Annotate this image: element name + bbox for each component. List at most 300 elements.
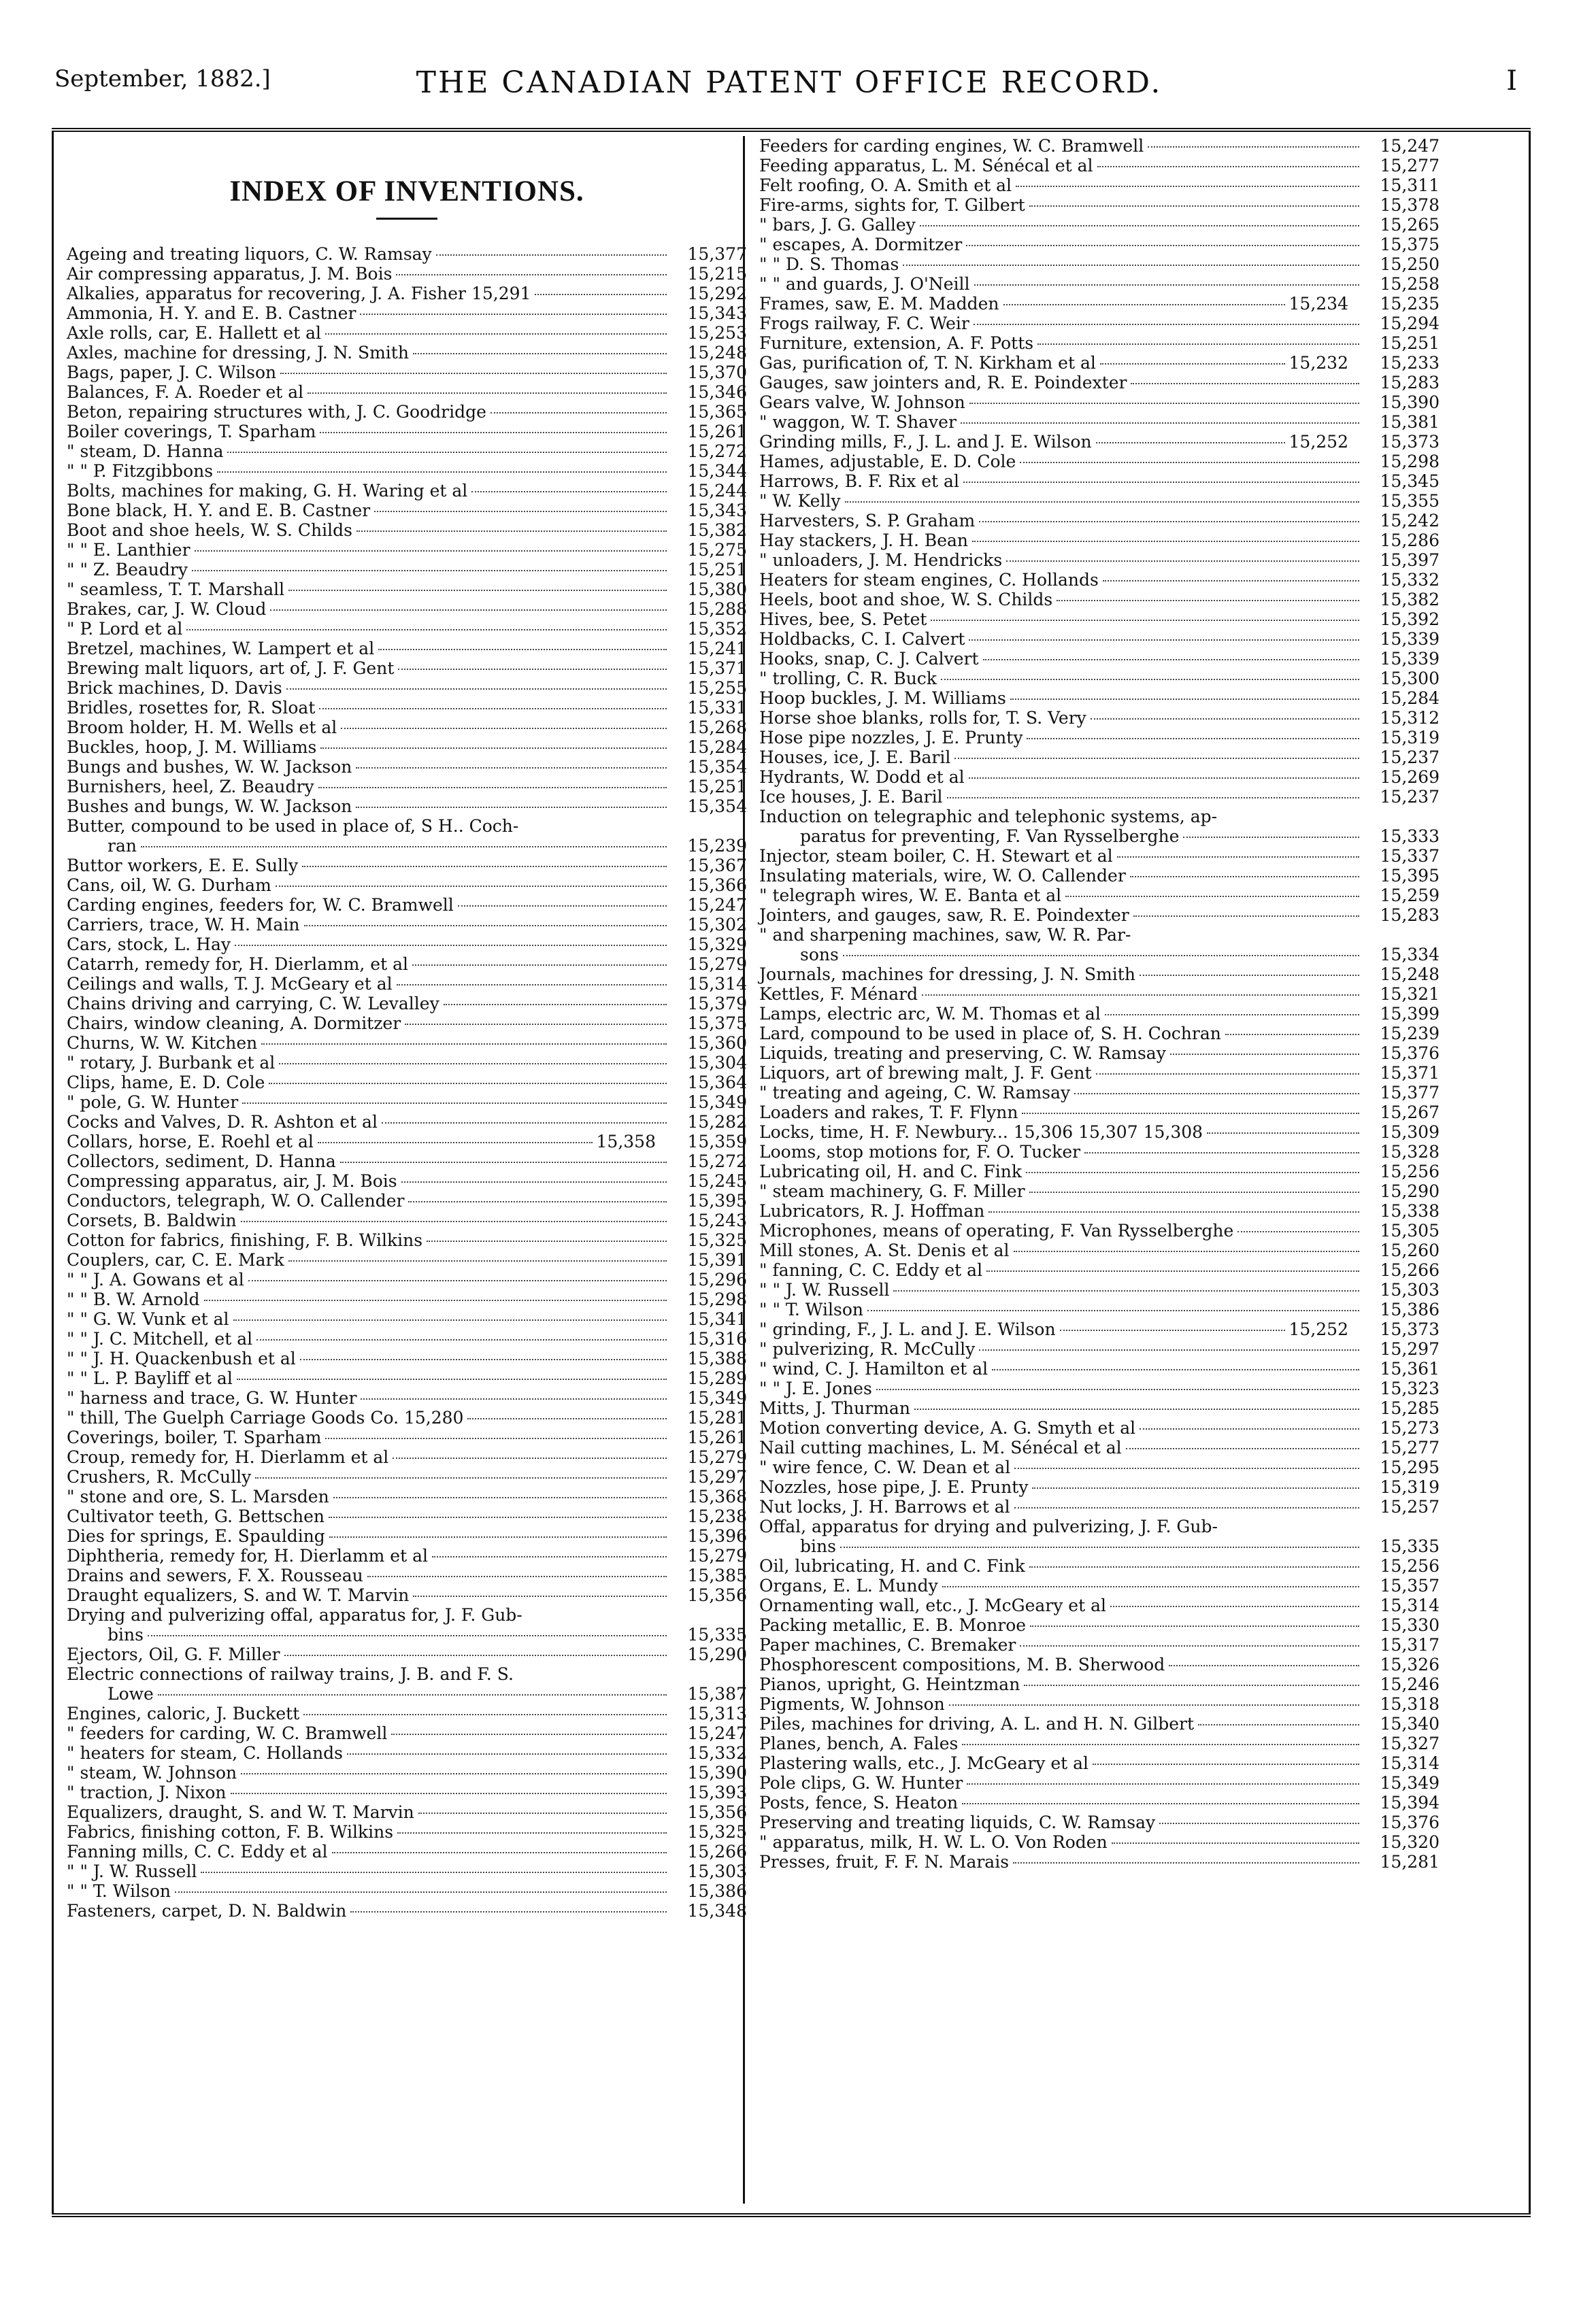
index-entry <box>759 1241 1440 1260</box>
entry-text: Planes, bench, A. Fales <box>759 1734 959 1753</box>
index-entry <box>67 1605 747 1625</box>
entry-text: Gas, purification of, T. N. Kirkham et al <box>759 353 1096 373</box>
entry-text: Alkalies, apparatus for recovering, J. A. Fisher 15,291 <box>67 284 531 303</box>
index-entry <box>67 1625 747 1645</box>
entry-text: " apparatus, milk, H. W. L. O. Von Roden <box>759 1832 1108 1852</box>
index-entry <box>67 1585 747 1605</box>
entry-text: " " T. Wilson <box>759 1300 864 1319</box>
patent-number: 15,335 <box>687 1625 747 1645</box>
patent-number: 15,344 <box>687 461 747 481</box>
dot-leader <box>432 1556 667 1557</box>
entry-text: Axle rolls, car, E. Hallett et al <box>67 323 321 343</box>
dot-leader <box>491 412 667 414</box>
patent-number: 15,279 <box>687 1546 747 1566</box>
patent-number: 15,261 <box>687 1428 747 1447</box>
dot-leader <box>261 1043 667 1045</box>
dot-leader <box>329 1536 667 1538</box>
entry-text: " " T. Wilson <box>67 1881 171 1901</box>
index-entry <box>759 412 1440 432</box>
entry-text: Bungs and bushes, W. W. Jackson <box>67 757 352 777</box>
dot-leader <box>949 1704 1359 1706</box>
index-entry <box>759 215 1440 235</box>
dot-leader <box>1029 205 1359 207</box>
dot-leader <box>988 1211 1359 1213</box>
index-entry <box>67 718 747 737</box>
entry-text: " " Z. Beaudry <box>67 560 188 579</box>
entry-text: Injector, steam boiler, C. H. Stewart et al <box>759 846 1113 866</box>
patent-number: 15,349 <box>1380 1773 1440 1793</box>
index-entry <box>759 1615 1440 1635</box>
index-entry <box>67 244 747 264</box>
index-entry <box>759 432 1440 452</box>
entry-text: " steam, W. Johnson <box>67 1763 237 1783</box>
index-entry <box>759 1201 1440 1221</box>
entry-text: Mill stones, A. St. Denis et al <box>759 1241 1010 1260</box>
dot-leader <box>969 403 1359 404</box>
patent-number: 15,361 <box>1380 1359 1440 1379</box>
index-entry <box>67 1743 747 1763</box>
dot-leader <box>192 570 667 571</box>
patent-number: 15,341 <box>687 1309 747 1329</box>
dot-leader <box>217 471 667 473</box>
entry-text: Couplers, car, C. E. Mark <box>67 1250 284 1270</box>
entry-text: " grinding, F., J. L. and J. E. Wilson <box>759 1319 1056 1339</box>
entry-text: " treating and ageing, C. W. Ramsay <box>759 1083 1071 1102</box>
dot-leader <box>284 1655 667 1656</box>
patent-number: 15,256 <box>1380 1162 1440 1181</box>
entry-text: Hay stackers, J. H. Bean <box>759 531 969 550</box>
dot-leader <box>378 649 667 650</box>
patent-number: 15,297 <box>687 1467 747 1487</box>
dot-leader <box>356 531 667 532</box>
patent-number: 15,300 <box>1380 669 1440 688</box>
dot-leader <box>175 1891 667 1893</box>
index-entry <box>759 195 1440 215</box>
patent-number: 15,382 <box>687 520 747 540</box>
patent-number: 15,251 <box>687 560 747 579</box>
index-entry <box>759 1773 1440 1793</box>
patent-number: 15,250 <box>1380 254 1440 274</box>
entry-text: " " E. Lanthier <box>67 540 190 560</box>
entry-text: Pianos, upright, G. Heintzman <box>759 1674 1020 1694</box>
entry-text: Lowe <box>107 1684 154 1704</box>
patent-number: 15,283 <box>1380 905 1440 925</box>
patent-number: 15,237 <box>1380 747 1440 767</box>
index-entry <box>67 560 747 579</box>
publication-title: THE CANADIAN PATENT OFFICE RECORD. <box>416 65 1163 100</box>
entry-text: Carriers, trace, W. H. Main <box>67 915 300 934</box>
index-entry <box>759 1300 1440 1319</box>
patent-number: 15,339 <box>1380 649 1440 669</box>
patent-number: 15,292 <box>687 284 747 303</box>
patent-number: 15,326 <box>1380 1655 1440 1674</box>
patent-number: 15,393 <box>687 1783 747 1802</box>
patent-number: 15,371 <box>1380 1063 1440 1083</box>
dot-leader <box>341 728 667 729</box>
patent-number: 15,320 <box>1380 1832 1440 1852</box>
dot-leader <box>367 1576 667 1577</box>
patent-number: 15,338 <box>1380 1201 1440 1221</box>
index-entry <box>759 846 1440 866</box>
entry-extra-number: 15,252 <box>1289 432 1348 452</box>
patent-number: 15,272 <box>687 441 747 461</box>
patent-number: 15,332 <box>687 1743 747 1763</box>
page-header <box>54 65 1524 106</box>
index-entry <box>759 1458 1440 1477</box>
index-entry <box>759 925 1440 945</box>
index-entry <box>759 1576 1440 1596</box>
patent-number: 15,323 <box>1380 1379 1440 1398</box>
dot-leader <box>1014 1251 1360 1252</box>
patent-number: 15,328 <box>1380 1142 1440 1162</box>
index-entry <box>67 284 747 303</box>
patent-number: 15,261 <box>687 422 747 441</box>
dot-leader <box>914 1409 1359 1410</box>
dot-leader <box>280 373 667 374</box>
entry-text: Furniture, extension, A. F. Potts <box>759 333 1034 353</box>
patent-number: 15,354 <box>687 757 747 777</box>
index-entry <box>759 531 1440 550</box>
index-entry <box>67 1408 747 1428</box>
dot-leader <box>1016 186 1359 187</box>
entry-text: Broom holder, H. M. Wells et al <box>67 718 337 737</box>
index-entry <box>759 373 1440 392</box>
index-entry <box>67 1546 747 1566</box>
index-entry <box>759 1004 1440 1024</box>
index-entry <box>759 511 1440 531</box>
index-entry <box>759 274 1440 294</box>
entry-text: Compressing apparatus, air, J. M. Bois <box>67 1171 397 1191</box>
patent-number: 15,321 <box>1380 984 1440 1004</box>
dot-leader <box>320 432 667 433</box>
entry-text: Drying and pulverizing offal, apparatus for, J. F. Gub- <box>67 1605 522 1625</box>
patent-number: 15,373 <box>1380 432 1440 452</box>
entry-text: " stone and ore, S. L. Marsden <box>67 1487 329 1506</box>
patent-number: 15,272 <box>687 1151 747 1171</box>
entry-text: Oil, lubricating, H. and C. Fink <box>759 1556 1025 1576</box>
entry-text: Harrows, B. F. Rix et al <box>759 471 959 491</box>
patent-number: 15,256 <box>1380 1556 1440 1576</box>
dot-leader <box>1096 1073 1359 1075</box>
dot-leader <box>1225 1034 1359 1035</box>
entry-text: Houses, ice, J. E. Baril <box>759 747 951 767</box>
entry-text: Paper machines, C. Bremaker <box>759 1635 1016 1655</box>
index-entry <box>67 639 747 658</box>
entry-text: " unloaders, J. M. Hendricks <box>759 550 1003 570</box>
dot-leader <box>1032 1487 1359 1489</box>
patent-number: 15,266 <box>687 1842 747 1862</box>
patent-number: 15,305 <box>1380 1221 1440 1241</box>
patent-number: 15,334 <box>1380 945 1440 964</box>
patent-number: 15,242 <box>1380 511 1440 531</box>
dot-leader <box>279 1063 667 1064</box>
patent-number: 15,248 <box>1380 964 1440 984</box>
dot-leader <box>947 797 1359 798</box>
index-entry <box>759 550 1440 570</box>
patent-number: 15,357 <box>1380 1576 1440 1596</box>
entry-text: Microphones, means of operating, F. Van Rysselberghe <box>759 1221 1234 1241</box>
index-entry <box>759 669 1440 688</box>
index-entry <box>759 294 1440 314</box>
index-entry <box>67 934 747 954</box>
dot-leader <box>1170 1054 1359 1055</box>
entry-text: Pole clips, G. W. Hunter <box>759 1773 963 1793</box>
patent-number: 15,296 <box>687 1270 747 1290</box>
patent-number: 15,325 <box>687 1230 747 1250</box>
patent-number: 15,399 <box>1380 1004 1440 1024</box>
patent-number: 15,277 <box>1380 156 1440 175</box>
entry-text: Electric connections of railway trains, J. B. and F. S. <box>67 1664 514 1684</box>
patent-number: 15,259 <box>1380 886 1440 905</box>
dot-leader <box>1159 1823 1359 1824</box>
entry-extra-number: 15,232 <box>1289 353 1348 373</box>
index-entry <box>759 1694 1440 1714</box>
entry-text: " steam, D. Hanna <box>67 441 224 461</box>
entry-text: Felt roofing, O. A. Smith et al <box>759 175 1012 195</box>
patent-number: 15,245 <box>687 1171 747 1191</box>
dot-leader <box>320 747 667 749</box>
entry-text: Posts, fence, S. Heaton <box>759 1793 959 1813</box>
index-entry <box>67 599 747 619</box>
entry-text: " " and guards, J. O'Neill <box>759 274 970 294</box>
dot-leader <box>148 1635 667 1636</box>
patent-number: 15,273 <box>1380 1418 1440 1438</box>
patent-number: 15,304 <box>687 1053 747 1073</box>
entry-text: Induction on telegraphic and telephonic systems, ap- <box>759 807 1218 826</box>
patent-number: 15,317 <box>1380 1635 1440 1655</box>
patent-number: 15,395 <box>1380 866 1440 886</box>
index-entry <box>67 954 747 974</box>
entry-text: Nut locks, J. H. Barrows et al <box>759 1497 1010 1517</box>
index-entry <box>759 1556 1440 1576</box>
left-column <box>67 136 747 1921</box>
index-entry <box>759 826 1440 846</box>
index-entry <box>759 1181 1440 1201</box>
entry-text: Piles, machines for driving, A. L. and H. N. Gilbert <box>759 1714 1195 1734</box>
dot-leader <box>867 1310 1359 1311</box>
patent-number: 15,314 <box>1380 1753 1440 1773</box>
entry-text: Bone black, H. Y. and E. B. Castner <box>67 501 371 520</box>
patent-number: 15,248 <box>687 343 747 363</box>
entry-text: paratus for preventing, F. Van Rysselberghe <box>800 826 1180 846</box>
entry-text: Catarrh, remedy for, H. Dierlamm, et al <box>67 954 408 974</box>
index-entry <box>67 777 747 796</box>
patent-number: 15,251 <box>1380 333 1440 353</box>
index-entry <box>759 175 1440 195</box>
patent-number: 15,235 <box>1380 294 1440 314</box>
index-entry <box>759 1122 1440 1142</box>
dot-leader <box>963 482 1359 483</box>
dot-leader <box>186 629 667 630</box>
dot-leader <box>961 422 1359 424</box>
index-entry <box>759 787 1440 807</box>
entry-text: Insulating materials, wire, W. O. Callender <box>759 866 1126 886</box>
index-entry <box>67 698 747 718</box>
index-entry <box>67 303 747 323</box>
patent-number: 15,269 <box>1380 767 1440 787</box>
patent-number: 15,381 <box>1380 412 1440 432</box>
dot-leader <box>1183 837 1359 838</box>
dot-leader <box>1084 1152 1359 1153</box>
index-entry <box>759 1260 1440 1280</box>
dot-leader <box>1014 1468 1359 1469</box>
patent-number: 15,285 <box>1380 1398 1440 1418</box>
right-entry-list <box>759 136 1440 1872</box>
patent-number: 15,297 <box>1380 1339 1440 1359</box>
index-entry <box>67 658 747 678</box>
index-entry <box>759 353 1440 373</box>
index-entry <box>67 974 747 994</box>
dot-leader <box>304 925 667 926</box>
dot-leader <box>876 1389 1359 1390</box>
patent-number: 15,281 <box>687 1408 747 1428</box>
patent-number: 15,302 <box>687 915 747 934</box>
dot-leader <box>1100 363 1285 365</box>
patent-number: 15,312 <box>1380 708 1440 728</box>
entry-text: Hydrants, W. Dodd et al <box>759 767 965 787</box>
index-entry <box>759 1043 1440 1063</box>
dot-leader <box>903 265 1359 266</box>
entry-text: " heaters for steam, C. Hollands <box>67 1743 344 1763</box>
patent-number: 15,294 <box>1380 314 1440 333</box>
entry-text: Frogs railway, F. C. Weir <box>759 314 969 333</box>
index-entry <box>67 382 747 402</box>
index-entry <box>759 1714 1440 1734</box>
patent-number: 15,376 <box>1380 1043 1440 1063</box>
entry-text: Ammonia, H. Y. and E. B. Castner <box>67 303 356 323</box>
index-entry <box>67 1171 747 1191</box>
index-entry <box>759 609 1440 629</box>
index-entry <box>759 688 1440 708</box>
dot-leader <box>318 1142 593 1143</box>
index-entry <box>67 363 747 382</box>
index-entry <box>759 235 1440 254</box>
dot-leader <box>974 284 1359 286</box>
dot-leader <box>1029 1566 1359 1568</box>
dot-leader <box>1010 698 1359 700</box>
entry-text: Fasteners, carpet, D. N. Baldwin <box>67 1901 347 1921</box>
patent-number: 15,368 <box>687 1487 747 1506</box>
patent-number: 15,390 <box>687 1763 747 1783</box>
entry-text: Burnishers, heel, Z. Beaudry <box>67 777 314 796</box>
dot-leader <box>1029 1192 1359 1193</box>
index-entry <box>759 807 1440 826</box>
dot-leader <box>931 620 1359 621</box>
right-column <box>759 136 1440 1872</box>
dot-leader <box>1112 1842 1359 1844</box>
dot-leader <box>1237 1231 1359 1232</box>
entry-text: Chairs, window cleaning, A. Dormitzer <box>67 1013 401 1033</box>
patent-number: 15,237 <box>1380 787 1440 807</box>
patent-number: 15,337 <box>1380 846 1440 866</box>
index-entry <box>67 619 747 639</box>
patent-number: 15,277 <box>1380 1438 1440 1458</box>
dot-leader <box>398 669 667 670</box>
patent-number: 15,366 <box>687 875 747 895</box>
index-entry <box>67 856 747 875</box>
patent-number: 15,265 <box>1380 215 1440 235</box>
patent-number: 15,391 <box>687 1250 747 1270</box>
index-entry <box>759 629 1440 649</box>
dot-leader <box>141 846 667 847</box>
dot-leader <box>1207 1132 1359 1134</box>
entry-text: Gears valve, W. Johnson <box>759 392 965 412</box>
index-entry <box>67 1309 747 1329</box>
dot-leader <box>300 1359 667 1360</box>
dot-leader <box>1140 975 1359 976</box>
index-entry <box>67 1230 747 1250</box>
patent-number: 15,330 <box>1380 1615 1440 1635</box>
dot-leader <box>966 245 1359 246</box>
entry-text: Dies for springs, E. Spaulding <box>67 1526 325 1546</box>
entry-text: " " D. S. Thomas <box>759 254 899 274</box>
dot-leader <box>1131 383 1359 384</box>
entry-text: Holdbacks, C. I. Calvert <box>759 629 965 649</box>
index-entry <box>67 323 747 343</box>
patent-number: 15,266 <box>1380 1260 1440 1280</box>
index-entry <box>67 1842 747 1862</box>
entry-text: Packing metallic, E. B. Monroe <box>759 1615 1027 1635</box>
patent-number: 15,318 <box>1380 1694 1440 1714</box>
patent-number: 15,335 <box>1380 1536 1440 1556</box>
dot-leader <box>195 550 667 552</box>
dot-leader <box>1060 1330 1285 1331</box>
index-entry <box>67 264 747 284</box>
entry-text: Cans, oil, W. G. Durham <box>67 875 271 895</box>
index-entry <box>67 343 747 363</box>
index-entry <box>67 1783 747 1802</box>
entry-text: Carding engines, feeders for, W. C. Bramwell <box>67 895 454 915</box>
entry-text: Brewing malt liquors, art of, J. F. Gent <box>67 658 395 678</box>
index-entry <box>67 1881 747 1901</box>
index-entry <box>759 1319 1440 1339</box>
index-entry <box>759 747 1440 767</box>
patent-number: 15,295 <box>1380 1458 1440 1477</box>
entry-text: Corsets, B. Baldwin <box>67 1211 237 1230</box>
index-entry <box>67 1447 747 1467</box>
patent-number: 15,268 <box>687 718 747 737</box>
entry-text: Feeders for carding engines, W. C. Bramwell <box>759 136 1144 156</box>
dot-leader <box>255 1477 667 1479</box>
entry-extra-number: 15,252 <box>1289 1319 1348 1339</box>
dot-leader <box>920 225 1359 226</box>
entry-text: Churns, W. W. Kitchen <box>67 1033 258 1053</box>
patent-number: 15,382 <box>1380 590 1440 609</box>
index-entry <box>67 1704 747 1723</box>
dot-leader <box>1003 304 1285 305</box>
dot-leader <box>992 1369 1359 1370</box>
dot-leader <box>308 392 667 394</box>
index-entry <box>759 333 1440 353</box>
patent-number: 15,387 <box>687 1684 747 1704</box>
patent-number: 15,395 <box>687 1191 747 1211</box>
index-entry <box>67 1211 747 1230</box>
dot-leader <box>233 1319 667 1321</box>
entry-text: Croup, remedy for, H. Dierlamm et al <box>67 1447 389 1467</box>
dot-leader <box>374 511 667 512</box>
dot-leader <box>270 609 667 611</box>
dot-leader <box>241 1221 667 1222</box>
patent-number: 15,331 <box>687 698 747 718</box>
entry-text: Heels, boot and shoe, W. S. Childs <box>759 590 1053 609</box>
index-entry <box>67 1151 747 1171</box>
dot-leader <box>1130 876 1359 877</box>
patent-number: 15,282 <box>687 1112 747 1132</box>
index-entry <box>67 1112 747 1132</box>
entry-text: Ejectors, Oil, G. F. Miller <box>67 1645 280 1664</box>
dot-leader <box>405 1024 667 1025</box>
dot-leader <box>288 1260 667 1262</box>
